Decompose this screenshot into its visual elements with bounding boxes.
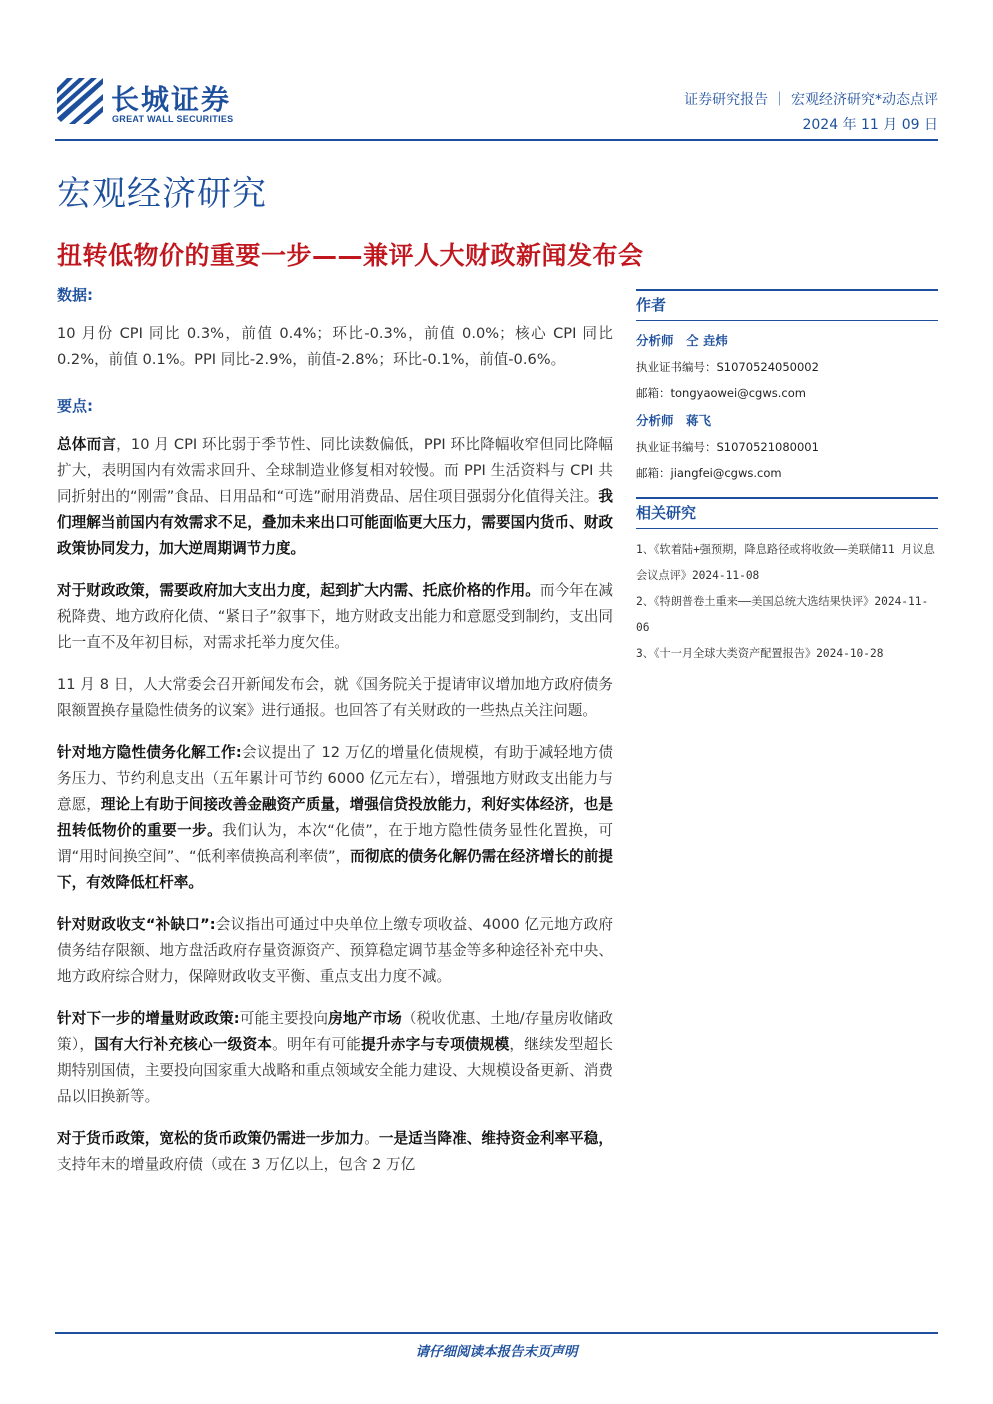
bold-text: 提升赤字与专项债规模 — [361, 1036, 510, 1053]
bold-text: 对于货币政策，宽松的货币政策仍需进一步加力 — [57, 1130, 365, 1147]
page-header — [55, 74, 938, 132]
body-text: 11 月 8 日，人大常委会召开新闻发布会，就《国务院关于提请审议增加地方政府债务限额置换存量隐性债务的议案》进行通报。也回答了有关财政的一些热点关注问题。 — [57, 676, 613, 719]
brand-logo — [55, 74, 295, 130]
body-text: 而今年在减税降费、地方政府化债、“紧日子”叙事下，地方财政支出能力和意愿受到制约，支出同比一直不及年初目标，对需求托举力度欠佳。 — [57, 582, 613, 651]
bold-text: 针对下一步的增量财政政策: — [57, 1010, 240, 1027]
header-meta — [684, 88, 938, 138]
points-section-label: 要点: — [57, 397, 93, 415]
bold-text: 对于财政政策，需要政府加大支出力度，起到扩大内需、托底价格的作用。 — [57, 582, 540, 599]
paragraph-overall — [57, 432, 613, 562]
body-text: 可能主要投向 — [239, 1010, 329, 1027]
body-text: 。 — [364, 1130, 379, 1147]
analyst-email[interactable]: 邮箱：tongyaowei@cgws.com — [636, 386, 806, 400]
main-title: 扭转低物价的重要一步——兼评人大财政新闻发布会 — [57, 241, 644, 270]
analyst-card — [636, 411, 938, 481]
analyst-name: 分析师 蒋飞 — [636, 413, 712, 428]
paragraph-hidden-debt — [57, 740, 613, 896]
sidebar — [636, 289, 938, 667]
body-text: ，继续发型超长期特别国债，主要投向国家重大战略和重点领域安全能力建设、大规模设备更新、消费品以旧换新等。 — [57, 1036, 613, 1105]
paragraph-press-conference — [57, 672, 613, 724]
bold-text: 针对财政收支“补缺口”: — [57, 916, 216, 933]
bold-text: 针对地方隐性债务化解工作: — [57, 744, 242, 761]
related-item[interactable]: 3、《十一月全球大类资产配置报告》2024-10-28 — [636, 647, 884, 660]
related-item[interactable]: 2、《特朗普卷土重来——美国总统大选结果快评》2024-11-06 — [636, 595, 929, 634]
related-heading: 相关研究 — [636, 497, 938, 529]
paragraph-fiscal-gap — [57, 912, 613, 990]
bold-text: 我们理解当前国内有效需求不足，叠加未来出口可能面临更大压力，需要国内货币、财政政策协同发力，加大逆周期调节力度。 — [57, 488, 613, 557]
bold-text: 房地产市场 — [328, 1010, 402, 1027]
related-list — [636, 537, 938, 667]
body-text: 会议提出了 12 万亿的增量化债规模，有助于减轻地方债务压力、节约利息支出（五年累计可节约 6000 亿元左右），增强地方财政支出能力与意愿， — [57, 744, 613, 813]
authors-heading: 作者 — [636, 289, 938, 321]
analyst-card — [636, 331, 938, 401]
analyst-license: 执业证书编号：S1070524050002 — [636, 360, 819, 374]
header-divider — [55, 139, 938, 141]
body-text: 会议指出可通过中央单位上缴专项收益、4000 亿元地方政府债务结存限额、地方盘活政府存量资源资产、预算稳定调节基金等多种途径补充中央、地方政府综合财力，保障财政收支平衡、重点支出力度不减。 — [57, 916, 614, 985]
analyst-license: 执业证书编号：S1070521080001 — [636, 440, 819, 454]
bold-text: 一是适当降准、维持资金利率平稳， — [378, 1130, 613, 1147]
body-text: ，10 月 CPI 环比弱于季节性、同比读数偏低，PPI 环比降幅收窄但同比降幅扩大，表明国内有效需求回升、全球制造业修复相对较慢。而 PPI 生活资料与 CPI 共同折射出的“刚需”食品、日用品和“可选”耐用消费品、居住项目强弱分化值得关注。 — [57, 436, 613, 505]
category-title: 宏观经济研究 — [57, 174, 267, 214]
bold-text: 国有大行补充核心一级资本 — [94, 1036, 273, 1053]
analyst-name: 分析师 仝 垚炜 — [636, 333, 728, 348]
bold-text: 而彻底的债务化解仍需在经济增长的前提下，有效降低杠杆率。 — [57, 848, 613, 891]
bold-text: 总体而言 — [57, 436, 117, 453]
brand-name-en: GREAT WALL SECURITIES — [112, 114, 234, 124]
data-paragraph: 10 月份 CPI 同比 0.3%，前值 0.4%；环比-0.3%，前值 0.0%；核心 CPI 同比 0.2%，前值 0.1%。PPI 同比-2.9%，前值-2.8%；环比-0.1%，前值-0.6%。 — [57, 325, 613, 368]
footer-disclaimer[interactable]: 请仔细阅读本报告末页声明 — [415, 1344, 578, 1360]
related-item[interactable]: 1、《软着陆+强预期，降息路径或将收敛——美联储11 月议息会议点评》2024-11-08 — [636, 543, 935, 582]
data-section-label: 数据: — [57, 286, 93, 304]
brand-name-cn: 长城证券 — [111, 83, 232, 116]
body-text: 。明年有可能 — [272, 1036, 362, 1053]
body-text: （税收优惠、土地/存量房收储政策）， — [57, 1010, 613, 1053]
bold-text: 理论上有助于间接改善金融资产质量，增强信贷投放能力，利好实体经济，也是扭转低物价的重要一步。 — [57, 796, 613, 839]
analyst-email[interactable]: 邮箱：jiangfei@cgws.com — [636, 466, 782, 480]
paragraph-monetary — [57, 1126, 613, 1178]
body-text: 支持年末的增量政府债（或在 3 万亿以上，包含 2 万亿 — [57, 1156, 416, 1173]
globe-stripes-icon — [55, 74, 105, 126]
body-text: 我们认为，本次“化债”，在于地方隐性债务显性化置换，可谓“用时间换空间”、“低利率债换高利率债”， — [57, 822, 613, 865]
paragraph-next-fiscal — [57, 1006, 613, 1110]
footer-divider — [55, 1332, 938, 1334]
main-content — [57, 284, 613, 1178]
report-date: 2024 年 11 月 09 日 — [802, 117, 938, 133]
paragraph-fiscal — [57, 578, 613, 656]
report-type: 证券研究报告 ｜ 宏观经济研究*动态点评 — [684, 92, 938, 108]
